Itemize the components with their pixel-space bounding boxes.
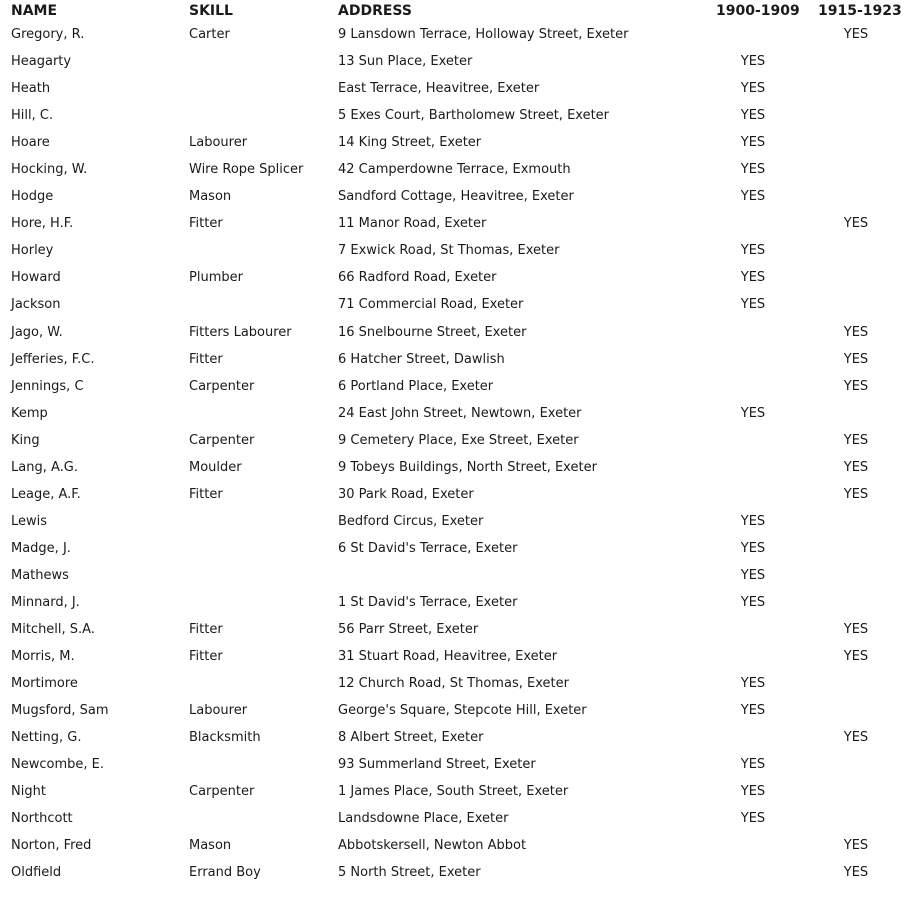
cell-address: 1 St David's Terrace, Exeter [338,594,518,610]
cell-name: Newcombe, E. [11,757,104,773]
table-row [0,483,909,510]
cell-skill: Moulder [189,459,242,475]
cell-1915-1923: YES [843,649,869,665]
cell-1915-1923: YES [843,324,869,340]
cell-1915-1923: YES [843,459,869,475]
cell-name: Hodge [11,189,54,205]
cell-address: 7 Exwick Road, St Thomas, Exeter [338,243,560,259]
cell-name: Hoare [11,135,50,151]
cell-address: 11 Manor Road, Exeter [338,216,487,232]
table-row [0,402,909,429]
column-header-1915-1923: 1915-1923 [818,3,902,19]
cell-name: Morris, M. [11,649,75,665]
cell-1915-1923: YES [843,838,869,854]
table-row [0,537,909,564]
cell-address: 6 Portland Place, Exeter [338,378,494,394]
cell-address: 12 Church Road, St Thomas, Exeter [338,676,569,692]
cell-skill: Fitters Labourer [189,324,292,340]
table-row [0,77,909,104]
table-row [0,293,909,320]
cell-name: Jennings, C [11,378,84,394]
cell-name: Mathews [11,567,69,583]
table-row [0,429,909,456]
cell-name: Norton, Fred [11,838,92,854]
cell-1900-1909: YES [740,54,766,70]
cell-1900-1909: YES [740,540,766,556]
cell-1915-1923: YES [843,486,869,502]
column-header-1900-1909: 1900-1909 [716,3,800,19]
cell-1915-1923: YES [843,351,869,367]
cell-1900-1909: YES [740,676,766,692]
table-row [0,158,909,185]
cell-name: Jago, W. [11,324,63,340]
cell-name: Minnard, J. [11,594,80,610]
cell-name: Hill, C. [11,108,54,124]
cell-1915-1923: YES [843,216,869,232]
cell-skill: Fitter [189,622,223,638]
table-row [0,212,909,239]
cell-address: 5 North Street, Exeter [338,865,481,881]
column-header-skill: SKILL [189,3,233,19]
cell-skill: Blacksmith [189,730,261,746]
cell-1900-1909: YES [740,513,766,529]
table-row [0,50,909,77]
table-row [0,375,909,402]
cell-1915-1923: YES [843,622,869,638]
cell-address: 16 Snelbourne Street, Exeter [338,324,527,340]
cell-1915-1923: YES [843,432,869,448]
cell-name: Leage, A.F. [11,486,81,502]
cell-1900-1909: YES [740,270,766,286]
cell-skill: Fitter [189,649,223,665]
cell-1915-1923: YES [843,378,869,394]
table-row [0,23,909,50]
table-row [0,672,909,699]
cell-address: 1 James Place, South Street, Exeter [338,784,569,800]
cell-skill: Fitter [189,486,223,502]
cell-name: Horley [11,243,54,259]
cell-address: 93 Summerland Street, Exeter [338,757,536,773]
column-header-address: ADDRESS [338,3,412,19]
table-row [0,861,909,888]
table-row [0,456,909,483]
table-row [0,753,909,780]
cell-address: Landsdowne Place, Exeter [338,811,509,827]
table-row [0,131,909,158]
cell-skill: Plumber [189,270,243,286]
cell-address: 56 Parr Street, Exeter [338,622,479,638]
cell-address: 13 Sun Place, Exeter [338,54,473,70]
cell-address: Bedford Circus, Exeter [338,513,484,529]
cell-1915-1923: YES [843,865,869,881]
cell-name: Lang, A.G. [11,459,78,475]
cell-address: 9 Cemetery Place, Exe Street, Exeter [338,432,579,448]
cell-1900-1909: YES [740,757,766,773]
cell-skill: Fitter [189,351,223,367]
cell-skill: Carter [189,27,230,42]
cell-skill: Carpenter [189,784,255,800]
cell-1900-1909: YES [740,81,766,97]
cell-address: 66 Radford Road, Exeter [338,270,497,286]
cell-name: Netting, G. [11,730,82,746]
table-header [0,3,909,21]
cell-skill: Carpenter [189,432,255,448]
cell-name: Hore, H.F. [11,216,74,232]
cell-skill: Wire Rope Splicer [189,162,304,178]
cell-address: 24 East John Street, Newtown, Exeter [338,405,582,421]
cell-address: Sandford Cottage, Heavitree, Exeter [338,189,574,205]
cell-1915-1923: YES [843,27,869,42]
cell-address: 31 Stuart Road, Heavitree, Exeter [338,649,558,665]
table-row [0,510,909,537]
cell-name: Hocking, W. [11,162,88,178]
table-row [0,591,909,618]
cell-address: 42 Camperdowne Terrace, Exmouth [338,162,571,178]
cell-name: Oldfield [11,865,62,881]
cell-name: Heagarty [11,54,72,70]
cell-1900-1909: YES [740,567,766,583]
table-row [0,564,909,591]
table-row [0,807,909,834]
table-row [0,266,909,293]
cell-skill: Carpenter [189,378,255,394]
cell-address: 71 Commercial Road, Exeter [338,297,524,313]
column-header-name: NAME [11,3,58,19]
cell-name: Northcott [11,811,73,827]
cell-name: Night [11,784,46,800]
cell-address: Abbotskersell, Newton Abbot [338,838,527,854]
cell-address: 9 Lansdown Terrace, Holloway Street, Exeter [338,27,629,42]
cell-1900-1909: YES [740,703,766,719]
cell-address: 5 Exes Court, Bartholomew Street, Exeter [338,108,610,124]
cell-name: Mugsford, Sam [11,703,109,719]
cell-skill: Errand Boy [189,865,261,881]
cell-name: Howard [11,270,61,286]
cell-name: Heath [11,81,51,97]
cell-skill: Mason [189,189,232,205]
table-row [0,780,909,807]
cell-1900-1909: YES [740,162,766,178]
cell-1915-1923: YES [843,730,869,746]
cell-1900-1909: YES [740,189,766,205]
table-row [0,645,909,672]
cell-name: Jefferies, F.C. [11,351,95,367]
table-row [0,185,909,212]
cell-1900-1909: YES [740,784,766,800]
cell-1900-1909: YES [740,243,766,259]
table-row [0,834,909,861]
cell-name: King [11,432,40,448]
cell-name: Lewis [11,513,48,529]
cell-skill: Labourer [189,135,248,151]
cell-name: Gregory, R. [11,27,85,42]
table-row [0,348,909,375]
cell-1900-1909: YES [740,108,766,124]
cell-name: Mitchell, S.A. [11,622,95,638]
cell-address: East Terrace, Heavitree, Exeter [338,81,540,97]
table-row [0,239,909,266]
cell-1900-1909: YES [740,594,766,610]
cell-skill: Mason [189,838,232,854]
cell-address: 8 Albert Street, Exeter [338,730,484,746]
cell-1900-1909: YES [740,405,766,421]
cell-1900-1909: YES [740,811,766,827]
cell-skill: Labourer [189,703,248,719]
cell-1900-1909: YES [740,135,766,151]
cell-name: Jackson [11,297,61,313]
cell-name: Madge, J. [11,540,71,556]
cell-address: 30 Park Road, Exeter [338,486,474,502]
table-row [0,104,909,131]
cell-address: George's Square, Stepcote Hill, Exeter [338,703,587,719]
cell-1900-1909: YES [740,297,766,313]
cell-address: 6 Hatcher Street, Dawlish [338,351,505,367]
cell-address: 14 King Street, Exeter [338,135,482,151]
table-row [0,699,909,726]
table-row [0,726,909,753]
cell-address: 9 Tobeys Buildings, North Street, Exeter [338,459,597,475]
table-row [0,321,909,348]
cell-skill: Fitter [189,216,223,232]
table-row [0,618,909,645]
table-body [0,23,909,889]
cell-name: Kemp [11,405,48,421]
cell-name: Mortimore [11,676,78,692]
cell-address: 6 St David's Terrace, Exeter [338,540,518,556]
